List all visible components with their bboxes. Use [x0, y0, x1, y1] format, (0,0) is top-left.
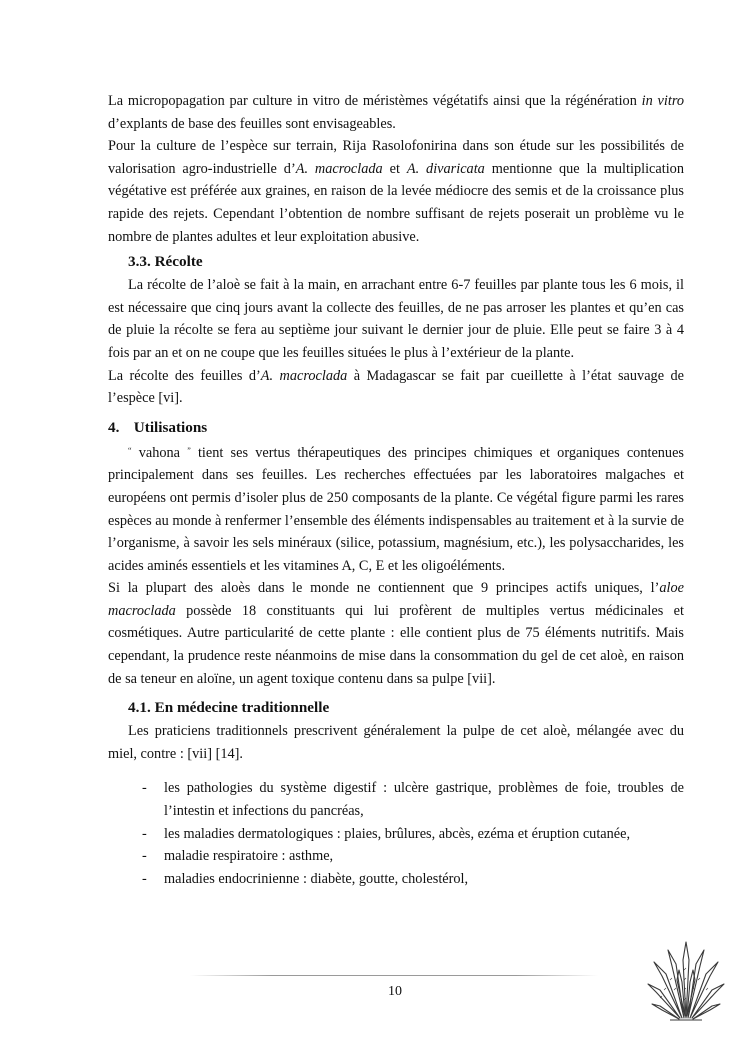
document-body — [108, 90, 684, 890]
section-heading-utilisations: 4. Utilisations — [108, 418, 208, 436]
recolte-paragraph-2: La récolte des feuilles d’A. macroclada à Madagascar se fait par cueillette à l’état sauvage de l’espèce [vi]. — [108, 367, 684, 407]
recolte-paragraph-1: La récolte de l’aloè se fait à la main, en arrachant entre 6-7 feuilles par plante tous les 6 mois, il est nécessaire que cinq jours avant la collecte des feuilles, de ne pas arroser les plantes et qu’en cas de pluie la récolte se fera au septième jour suivant le dernier jour de pluie. Elle peut se faire 3 à 4 fois par an et on ne coupe que les feuilles situées le plus à l’extérieur de la plante. — [108, 277, 684, 361]
section-heading-medecine: 4.1. En médecine traditionnelle — [128, 699, 330, 717]
footer-divider — [190, 975, 598, 976]
list-item: - maladie respiratoire : asthme, — [142, 848, 334, 865]
aloe-plant-icon — [646, 940, 726, 1022]
medecine-paragraph-1: Les praticiens traditionnels prescrivent généralement la pulpe de cet aloè, mélangée avec du miel, contre : [vii] [14]. — [108, 723, 684, 762]
intro-paragraph-2: Pour la culture de l’espèce sur terrain, Rija Rasolofonirina dans son étude sur les possibilités de valorisation agro-industrielle d’A. macroclada et A. divaricata mentionne que la multiplication végétative est préférée aux graines, en raison de la levée médiocre des semis et de la croissance plus rapide des rejets. Cependant l’obtention de nombre suffisant de rejets poserait un problème vu le nombre de plantes adultes et leur exploitation abusive. — [108, 138, 684, 245]
page-number: 10 — [388, 984, 402, 999]
utilisations-paragraph-2: Si la plupart des aloès dans le monde ne contiennent que 9 principes actifs uniques, l’aloe macroclada possède 18 constituants qui lui profèrent de multiples vertus médicinales et cosmétiques. Autre particularité de cette plante : elle contient plus de 75 éléments nutritifs. Mais cependant, la prudence reste néanmoins de mise dans la consommation du gel de cet aloè, en raison de sa teneur en aloïne, un agent toxique contenu dans sa pulpe [vii]. — [108, 580, 684, 687]
list-item: - les pathologies du système digestif : ulcère gastrique, problèmes de foie, troubles de l’intestin et infections du pancréas, — [142, 780, 684, 820]
intro-paragraph-1: La micropopagation par culture in vitro de méristèmes végétatifs ainsi que la régénération in vitro d’explants de base des feuilles sont envisageables. — [108, 93, 685, 132]
utilisations-paragraph-1: “ vahona ” tient ses vertus thérapeutiques des principes chimiques et organiques contenues principalement dans ses feuilles. Les recherches effectuées par les laboratoires malgaches et européens ont permis d’isoler plus de 250 composants de la plante. Ce végétal figure parmi les rares espèces au monde à renfermer l’ensemble des éléments indispensables au traitement et à la survie de l’organisme, à savoir les sels minéraux (silice, potassium, magnésium, etc.), les polysaccharides, les acides aminés essentiels et les vitamines A, C, E et les oligoéléments. — [108, 444, 684, 574]
list-item: - les maladies dermatologiques : plaies, brûlures, abcès, ezéma et éruption cutanée, — [142, 825, 631, 842]
section-heading-recolte: 3.3. Récolte — [128, 253, 203, 271]
remedies-list — [108, 777, 684, 890]
list-item: - maladies endocrinienne : diabète, goutte, cholestérol, — [142, 870, 469, 887]
